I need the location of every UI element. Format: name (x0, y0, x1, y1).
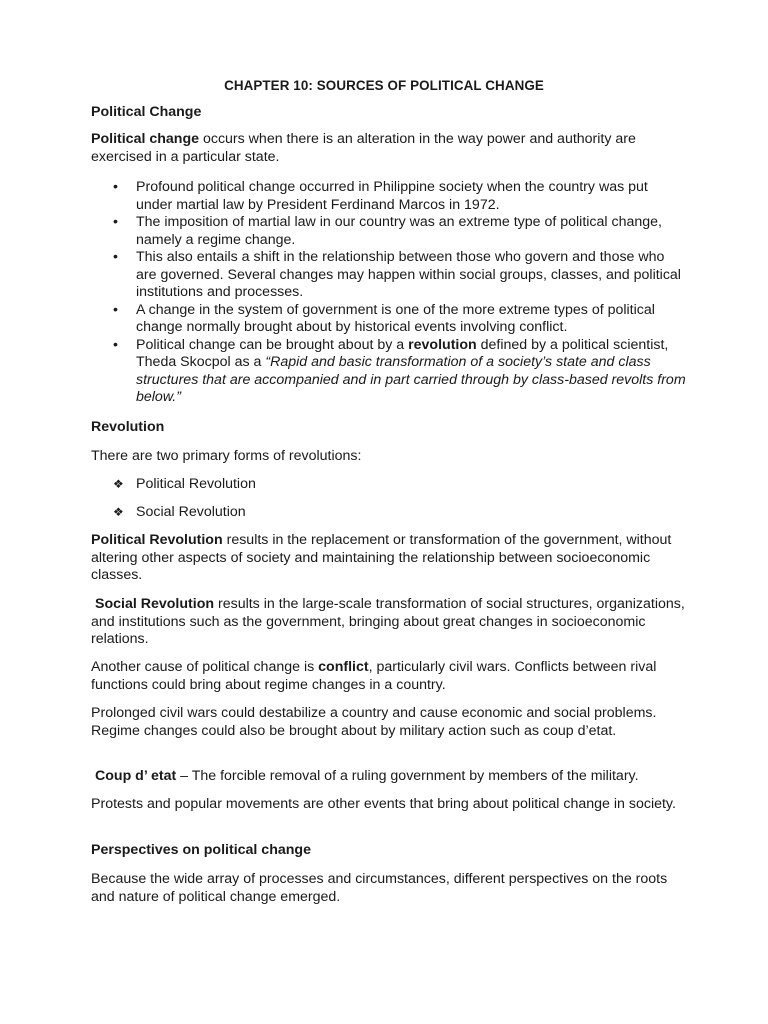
bullet-icon: • (113, 301, 118, 318)
coup-text: – The forcible removal of a ruling government by members of the military. (176, 768, 639, 784)
bullet-icon: • (113, 336, 118, 353)
list-item (91, 504, 686, 532)
term-political-change: Political change (91, 131, 200, 147)
political-change-bullets (91, 179, 686, 407)
bullet-text: Profound political change occurred in Philippine society when the country was put under martial law by President Ferdinand Marcos in 1972. (136, 179, 648, 213)
diamond-bullet-icon: ❖ (113, 477, 124, 491)
political-revolution-paragraph (91, 532, 686, 585)
chapter-title: CHAPTER 10: SOURCES OF POLITICAL CHANGE (224, 78, 544, 93)
term-social-revolution: Social Revolution (95, 596, 215, 612)
term-political-revolution: Political Revolution (91, 532, 223, 548)
bullet-item (91, 337, 686, 407)
heading-revolution: Revolution (91, 419, 165, 435)
heading-perspectives: Perspectives on political change (91, 842, 311, 858)
term-revolution: revolution (408, 336, 477, 353)
bullet-item (91, 179, 686, 214)
bullet-text-pre: Political change can be brought about by a (136, 336, 409, 353)
bullet-icon: • (113, 249, 118, 265)
coup-paragraph (91, 768, 686, 786)
form-social: Social Revolution (136, 504, 246, 520)
bullet-icon: • (113, 179, 118, 195)
conflict-text-pre: Another cause of political change is (91, 659, 319, 675)
form-political: Political Revolution (136, 476, 256, 492)
social-revolution-paragraph (91, 596, 686, 649)
social-revolution-text: results in the large-scale transformation of social structures, organizations, and institutions such as the government, bringing about great changes in socioeconomic relations. (91, 596, 685, 647)
bullet-item (91, 302, 686, 337)
bullet-item (91, 214, 686, 249)
bullet-icon: • (113, 214, 118, 230)
political-change-definition (91, 131, 686, 166)
conflict-text-rest: , particularly civil wars. Conflicts between rival functions could bring about regime changes in a country. (91, 659, 657, 693)
bullet-text-mid: defined by a political scientist, Theda Skocpol as a (136, 336, 669, 370)
term-coup: Coup d’ etat (95, 768, 177, 784)
bullet-item (91, 249, 686, 302)
term-conflict: conflict (318, 659, 369, 675)
skocpol-quote: “Rapid and basic transformation of a society’s state and class structures that are accompanied and in part carried through by class-based revolts from below.” (136, 354, 686, 405)
protests-paragraph: Protests and popular movements are other events that bring about political change in society. (91, 796, 676, 812)
bullet-text: This also entails a shift in the relationship between those who govern and those who are governed. Several changes may happen within social groups, classes, and political institutions and processes. (136, 249, 681, 300)
bullet-text: The imposition of martial law in our country was an extreme type of political change, namely a regime change. (136, 214, 662, 248)
political-revolution-text: results in the replacement or transformation of the government, without altering other aspects of society and maintaining the relationship between socioeconomic classes. (91, 532, 672, 583)
revolution-intro: There are two primary forms of revolutions: (91, 448, 362, 464)
list-item (91, 476, 686, 504)
revolution-forms-list (91, 476, 686, 532)
diamond-bullet-icon: ❖ (113, 505, 124, 519)
civil-wars-paragraph: Prolonged civil wars could destabilize a country and cause economic and social problems. Regime changes could also be brought about by military action such as coup d’etat. (91, 705, 657, 739)
heading-political-change: Political Change (91, 104, 202, 120)
bullet-text: A change in the system of government is one of the more extreme types of political change normally brought about by historical events involving conflict. (136, 301, 655, 335)
perspectives-paragraph: Because the wide array of processes and circumstances, different perspectives on the roots and nature of political change emerged. (91, 871, 668, 905)
conflict-paragraph (91, 659, 686, 694)
definition-text: occurs when there is an alteration in the way power and authority are exercised in a particular state. (91, 131, 636, 165)
